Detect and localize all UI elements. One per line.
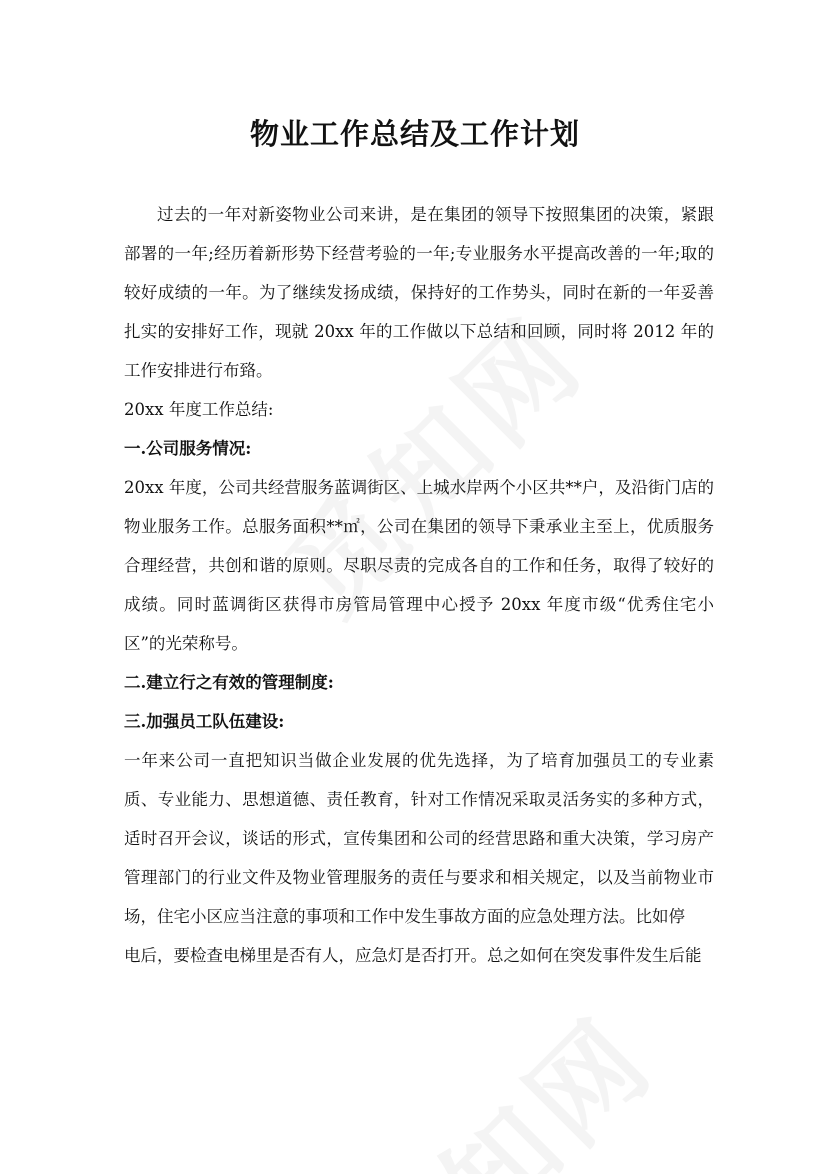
section-paragraph-continued: 电后，要检查电梯里是否有人，应急灯是否打开。总之如何在突发事件发生后能 — [124, 946, 702, 965]
document-body — [124, 195, 714, 975]
summary-label: 20xx 年度工作总结: — [124, 400, 274, 419]
section-heading: 二.建立行之有效的管理制度: — [124, 673, 334, 692]
intro-paragraph: 过去的一年对新姿物业公司来讲，是在集团的领导下按照集团的决策，紧跟部署的一年;经历着新形势下经营考验的一年;专业服务水平提高改善的一年;取的较好成绩的一年。为了继续发扬成绩，保持好的工作势头，同时在新的一年妥善扎实的安排好工作，现就 20xx 年的工作做以下总结和回顾，同时将 2012 年的工作安排进行布臵。 — [124, 205, 714, 380]
section-heading: 一.公司服务情况: — [124, 439, 252, 458]
section-heading: 三.加强员工队伍建设: — [124, 712, 285, 731]
page-title: 物业工作总结及工作计划 — [249, 117, 580, 151]
watermark — [317, 976, 683, 1174]
section-paragraph: 一年来公司一直把知识当做企业发展的优先选择，为了培育加强员工的专业素质、专业能力、思想道德、责任教育，针对工作情况采取灵活务实的多种方式，适时召开会议，谈话的形式，宣传集团和公司的经营思路和重大决策，学习房产管理部门的行业文件及物业管理服务的责任与要求和相关规定，以及当前物业市场，住宅小区应当注意的事项和工作中发生事故方面的应急处理方法。比如停 — [124, 751, 714, 926]
section-paragraph: 20xx 年度，公司共经营服务蓝调街区、上城水岸两个小区共**户，及沿街门店的物业服务工作。总服务面积**㎡，公司在集团的领导下秉承业主至上，优质服务合理经营，共创和谐的原则。尽职尽责的完成各自的工作和任务，取得了较好的成绩。同时蓝调街区获得市房管局管理中心授予 20xx 年度市级“优秀住宅小区”的光荣称号。 — [124, 478, 714, 653]
